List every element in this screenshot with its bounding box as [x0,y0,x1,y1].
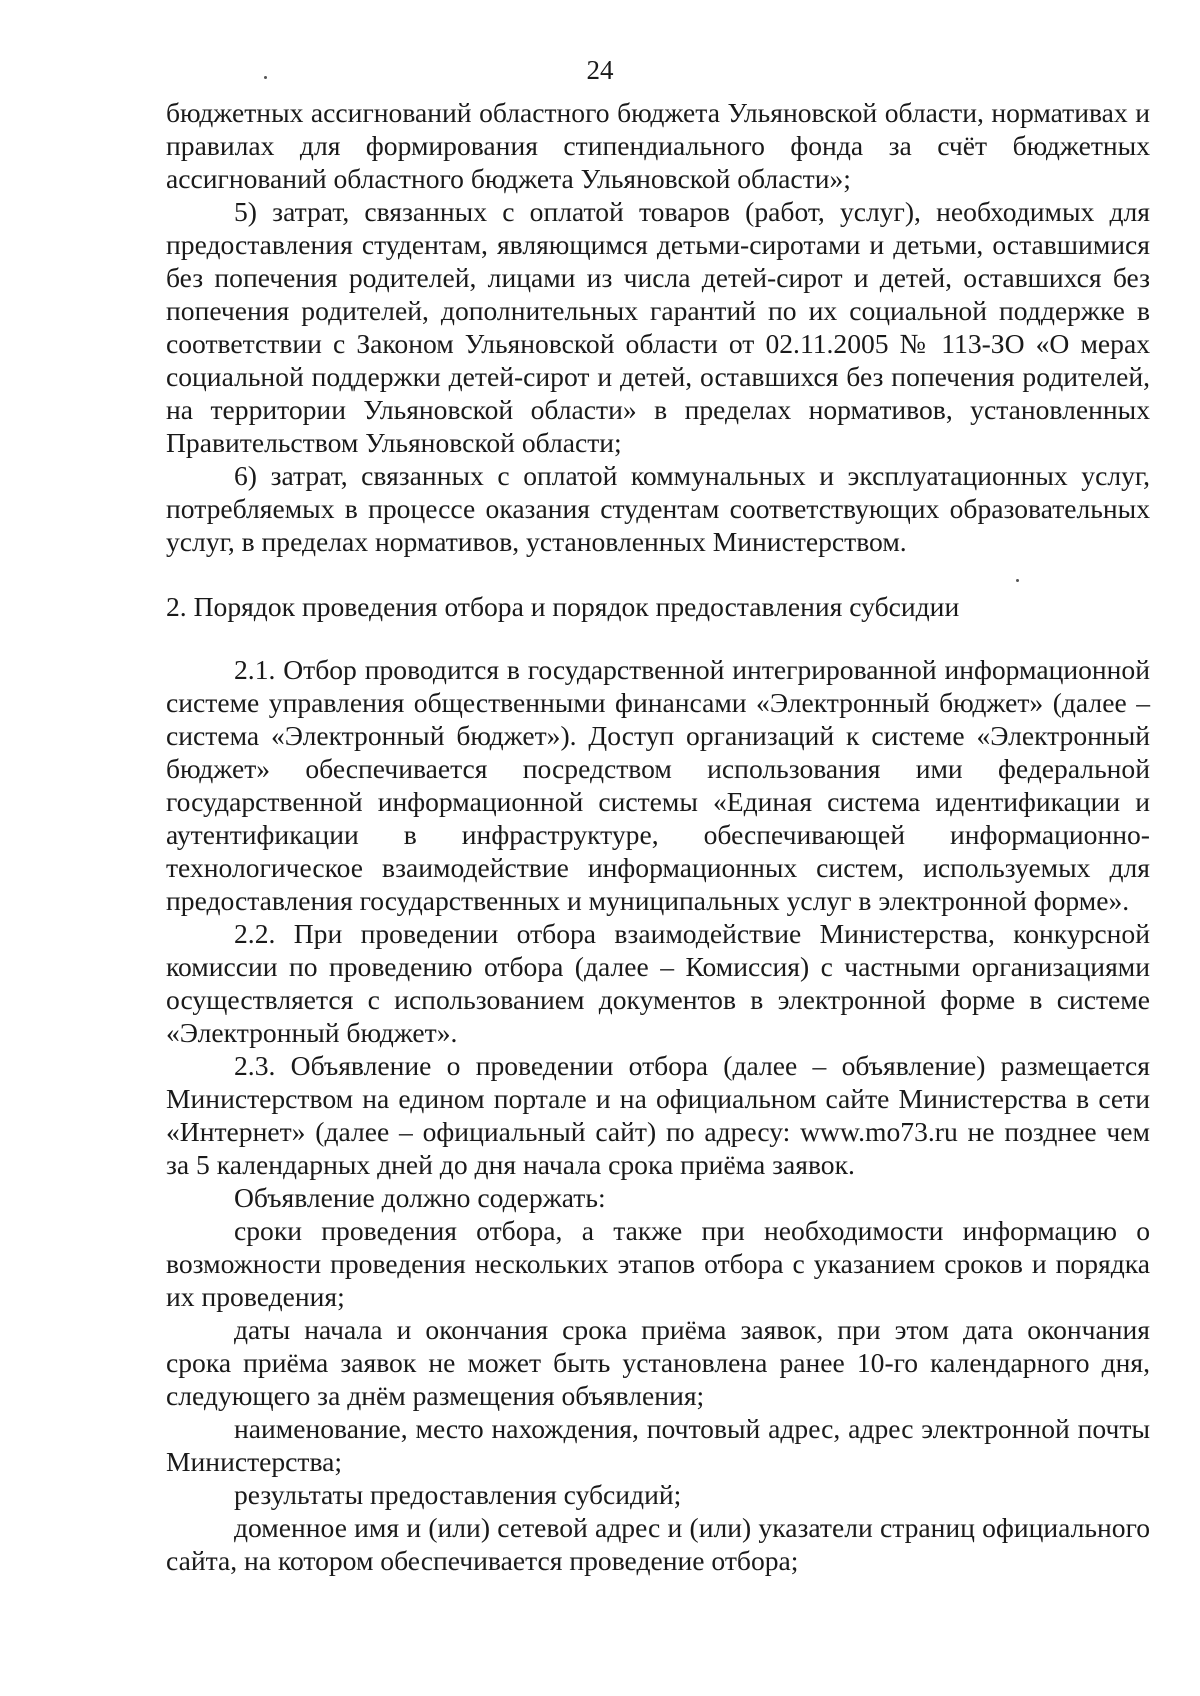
paragraph-2-2: 2.2. При проведении отбора взаимодействие Министерства, конкурсной комиссии по проведению отбора (далее – Комиссия) с частными организациями осуществляется с использованием документов в электронной форме в системе «Электронный бюджет». [166,918,1150,1048]
scan-speck [264,76,267,79]
section-heading: 2. Порядок проведения отбора и порядок предоставления субсидии [166,591,960,622]
paragraph-item-5: 5) затрат, связанных с оплатой товаров (работ, услуг), необходимых для предоставления студентам, являющимся детьми-сиротами и детьми, оставшимися без попечения родителей, лицами из числа детей-сирот и детей, оставшихся без попечения родителей, дополнительных гарантий по их социальной поддержке в соответствии с Законом Ульяновской области от 02.11.2005 № 113-ЗО «О мерах социальной поддержки детей-сирот и детей, оставшихся без попечения родителей, на территории Ульяновской области» в пределах нормативов, установленных Правительством Ульяновской области; [166,196,1150,458]
announcement-item-results: результаты предоставления субсидий; [234,1479,682,1510]
announcement-item-terms: сроки проведения отбора, а также при необходимости информацию о возможности проведения нескольких этапов отбора с указанием сроков и порядка их проведения; [166,1215,1150,1312]
announcement-contents-intro: Объявление должно содержать: [234,1182,606,1213]
paragraph-2-3: 2.3. Объявление о проведении отбора (далее – объявление) размещается Министерством на едином портале и на официальном сайте Министерства в сети «Интернет» (далее – официальный сайт) по адресу: www.mo73.ru не позднее чем за 5 календарных дней до дня начала срока приёма заявок. [166,1050,1150,1180]
paragraph-2-1: 2.1. Отбор проводится в государственной интегрированной информационной системе управления общественными финансами «Электронный бюджет» (далее – система «Электронный бюджет»). Доступ организаций к системе «Электронный бюджет» обеспечивается посредством использования ими федеральной государственной информационной системы «Единая система идентификации и аутентификации в инфраструктуре, обеспечивающей информационно-технологическое взаимодействие информационных систем, используемых для предоставления государственных и муниципальных услуг в электронной форме». [166,654,1150,916]
announcement-item-dates: даты начала и окончания срока приёма заявок, при этом дата окончания срока приёма заявок не может быть установлена ранее 10-го календарного дня, следующего за днём размещения объявления; [166,1314,1150,1411]
paragraph-continuation: бюджетных ассигнований областного бюджета Ульяновской области, нормативах и правилах для формирования стипендиального фонда за счёт бюджетных ассигнований областного бюджета Ульяновской области»; [166,97,1150,194]
page-number: 24 [586,55,614,85]
document-body [166,96,1150,1577]
paragraph-item-6: 6) затрат, связанных с оплатой коммунальных и эксплуатационных услуг, потребляемых в процессе оказания студентам соответствующих образовательных услуг, в пределах нормативов, установленных Министерством. [166,460,1150,557]
announcement-item-domain: доменное имя и (или) сетевой адрес и (или) указатели страниц официального сайта, на котором обеспечивается проведение отбора; [166,1512,1150,1576]
announcement-item-address: наименование, место нахождения, почтовый адрес, адрес электронной почты Министерства; [166,1413,1150,1477]
